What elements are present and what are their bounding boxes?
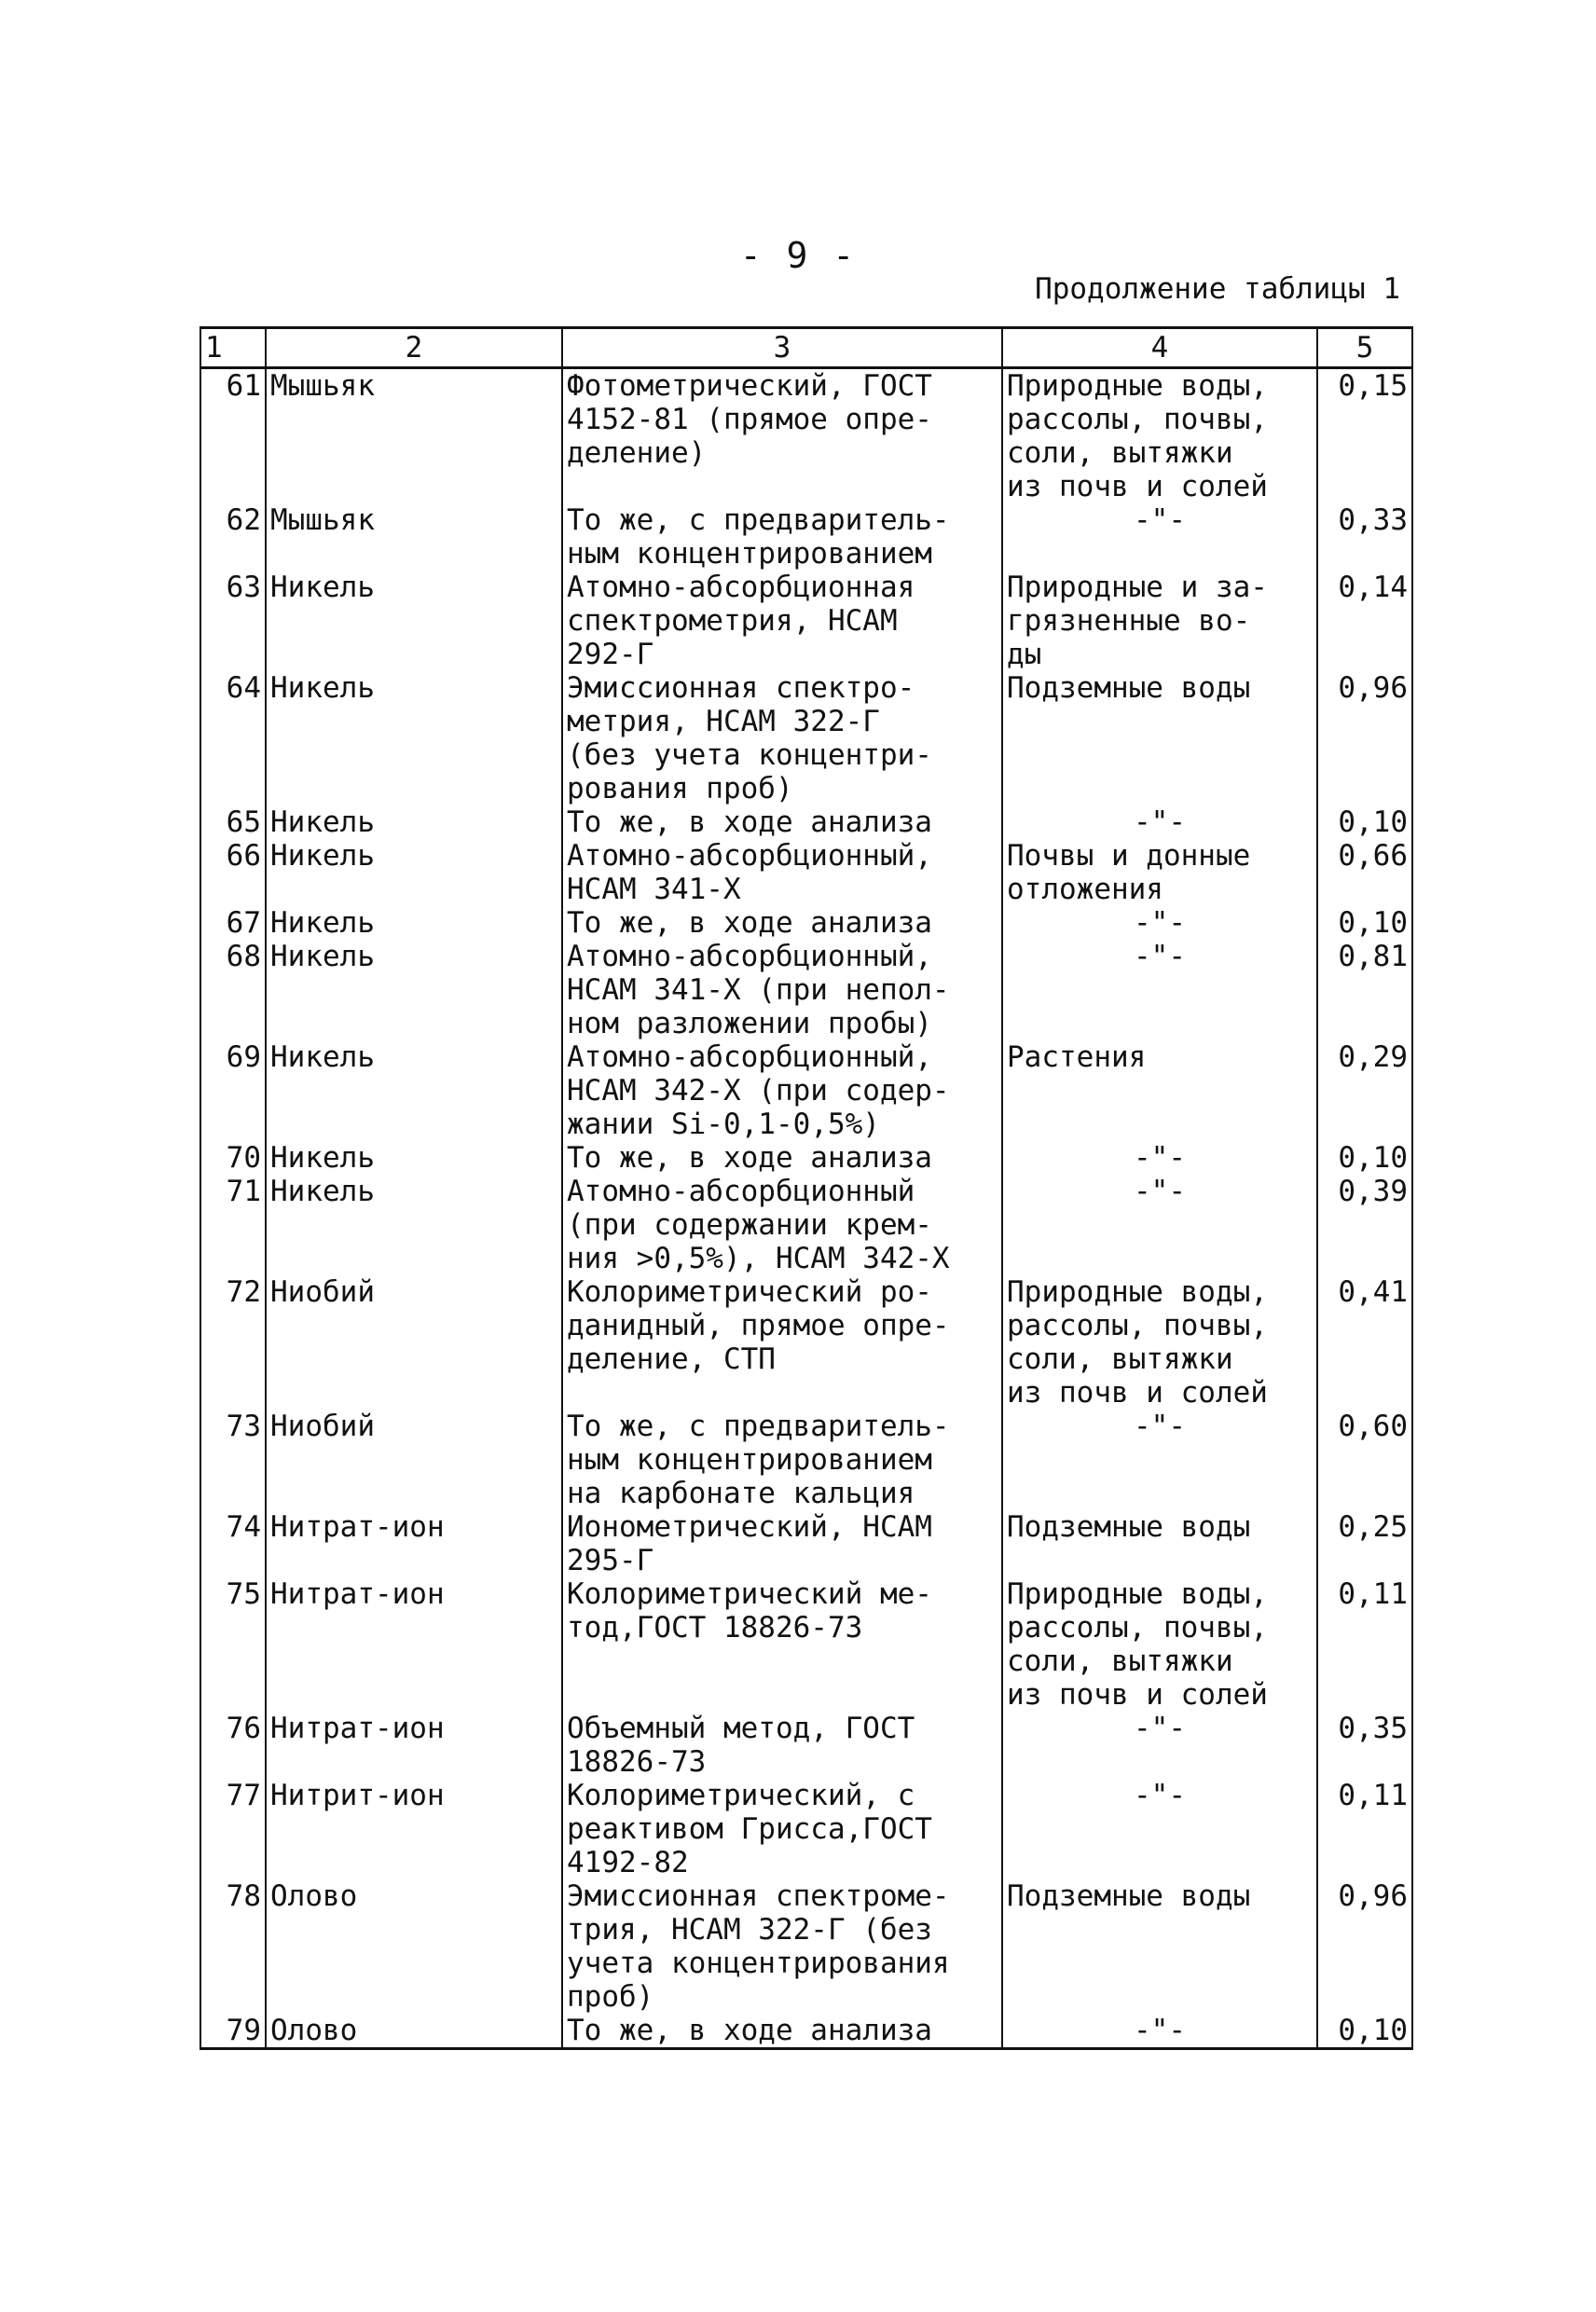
row-number: 68	[200, 940, 266, 1040]
data-table	[200, 326, 1413, 2050]
table-row	[200, 368, 1412, 504]
method-description: Атомно-абсорбционный, НСАМ 342-Х (при содер- жании Si-0,1-0,5%)	[562, 1040, 1002, 1141]
coefficient-value: 0,10	[1317, 805, 1412, 839]
analysis-object: -"-	[1002, 940, 1317, 1040]
coefficient-value: 0,33	[1317, 503, 1412, 571]
row-number: 75	[200, 1577, 266, 1712]
analysis-object: -"-	[1002, 1141, 1317, 1175]
method-description: Атомно-абсорбционный, НСАМ 341-Х (при непол- ном разложении пробы)	[562, 940, 1002, 1040]
element-name: Никель	[266, 1175, 562, 1275]
table-row	[200, 1779, 1412, 1879]
method-description: То же, в ходе анализа	[562, 805, 1002, 839]
analysis-object: Почвы и донные отложения	[1002, 839, 1317, 906]
table-row	[200, 1577, 1412, 1712]
element-name: Никель	[266, 571, 562, 671]
row-number: 70	[200, 1141, 266, 1175]
column-header-5: 5	[1317, 328, 1412, 368]
coefficient-value: 0,11	[1317, 1779, 1412, 1879]
row-number: 61	[200, 368, 266, 504]
table-row	[200, 1040, 1412, 1141]
coefficient-value: 0,39	[1317, 1175, 1412, 1275]
analysis-object: -"-	[1002, 1410, 1317, 1510]
table-row	[200, 1275, 1412, 1410]
analysis-object: -"-	[1002, 2014, 1317, 2049]
coefficient-value: 0,10	[1317, 2014, 1412, 2049]
element-name: Мышьяк	[266, 503, 562, 571]
coefficient-value: 0,35	[1317, 1712, 1412, 1779]
table-row	[200, 1141, 1412, 1175]
method-description: Эмиссионная спектроме- трия, НСАМ 322-Г (без учета концентрирования проб)	[562, 1879, 1002, 2014]
analysis-object: Подземные воды	[1002, 1510, 1317, 1577]
coefficient-value: 0,10	[1317, 1141, 1412, 1175]
analysis-object: Природные воды, рассолы, почвы, соли, вытяжки из почв и солей	[1002, 368, 1317, 504]
method-description: Атомно-абсорбционная спектрометрия, НСАМ 292-Г	[562, 571, 1002, 671]
analysis-object: Природные и за- грязненные во- ды	[1002, 571, 1317, 671]
element-name: Никель	[266, 906, 562, 940]
method-description: То же, с предваритель- ным концентрированием	[562, 503, 1002, 571]
analysis-object: -"-	[1002, 1779, 1317, 1879]
row-number: 79	[200, 2014, 266, 2049]
analysis-object: -"-	[1002, 1712, 1317, 1779]
row-number: 76	[200, 1712, 266, 1779]
table-continuation-caption: Продолжение таблицы 1	[1035, 272, 1400, 306]
method-description: То же, в ходе анализа	[562, 1141, 1002, 1175]
table-header-row	[200, 328, 1412, 368]
analysis-object: Подземные воды	[1002, 671, 1317, 805]
method-description: Колориметрический ме- тод,ГОСТ 18826-73	[562, 1577, 1002, 1712]
analysis-object: -"-	[1002, 1175, 1317, 1275]
method-description: Эмиссионная спектро- метрия, НСАМ 322-Г (без учета концентри- рования проб)	[562, 671, 1002, 805]
row-number: 72	[200, 1275, 266, 1410]
coefficient-value: 0,60	[1317, 1410, 1412, 1510]
element-name: Никель	[266, 1040, 562, 1141]
table-body	[200, 368, 1412, 2049]
element-name: Нитрит-ион	[266, 1779, 562, 1879]
row-number: 71	[200, 1175, 266, 1275]
table-row	[200, 571, 1412, 671]
table-row	[200, 805, 1412, 839]
coefficient-value: 0,81	[1317, 940, 1412, 1040]
element-name: Олово	[266, 1879, 562, 2014]
row-number: 74	[200, 1510, 266, 1577]
table-row	[200, 1510, 1412, 1577]
table-row	[200, 2014, 1412, 2049]
analysis-object: Растения	[1002, 1040, 1317, 1141]
method-description: Атомно-абсорбционный (при содержании крем- ния >0,5%), НСАМ 342-Х	[562, 1175, 1002, 1275]
method-description: Атомно-абсорбционный, НСАМ 341-Х	[562, 839, 1002, 906]
row-number: 65	[200, 805, 266, 839]
table-row	[200, 1879, 1412, 2014]
element-name: Нитрат-ион	[266, 1712, 562, 1779]
element-name: Никель	[266, 940, 562, 1040]
column-header-2: 2	[266, 328, 562, 368]
row-number: 66	[200, 839, 266, 906]
element-name: Никель	[266, 805, 562, 839]
analysis-object: -"-	[1002, 805, 1317, 839]
table-row	[200, 671, 1412, 805]
element-name: Ниобий	[266, 1410, 562, 1510]
coefficient-value: 0,96	[1317, 671, 1412, 805]
analysis-object: -"-	[1002, 503, 1317, 571]
column-header-1: 1	[200, 328, 266, 368]
element-name: Никель	[266, 839, 562, 906]
coefficient-value: 0,14	[1317, 571, 1412, 671]
analysis-object: -"-	[1002, 906, 1317, 940]
table-row	[200, 839, 1412, 906]
element-name: Никель	[266, 671, 562, 805]
element-name: Мышьяк	[266, 368, 562, 504]
row-number: 64	[200, 671, 266, 805]
analysis-object: Природные воды, рассолы, почвы, соли, вытяжки из почв и солей	[1002, 1275, 1317, 1410]
method-description: То же, в ходе анализа	[562, 2014, 1002, 2049]
row-number: 62	[200, 503, 266, 571]
method-description: Колориметрический ро- данидный, прямое опре- деление, СТП	[562, 1275, 1002, 1410]
coefficient-value: 0,15	[1317, 368, 1412, 504]
element-name: Ниобий	[266, 1275, 562, 1410]
analysis-object: Природные воды, рассолы, почвы, соли, вытяжки из почв и солей	[1002, 1577, 1317, 1712]
row-number: 63	[200, 571, 266, 671]
table-row	[200, 906, 1412, 940]
column-header-3: 3	[562, 328, 1002, 368]
table-row	[200, 503, 1412, 571]
method-description: То же, в ходе анализа	[562, 906, 1002, 940]
method-description: Фотометрический, ГОСТ 4152-81 (прямое опре- деление)	[562, 368, 1002, 504]
table-row	[200, 1712, 1412, 1779]
coefficient-value: 0,10	[1317, 906, 1412, 940]
method-description: Объемный метод, ГОСТ 18826-73	[562, 1712, 1002, 1779]
element-name: Нитрат-ион	[266, 1510, 562, 1577]
coefficient-value: 0,11	[1317, 1577, 1412, 1712]
row-number: 69	[200, 1040, 266, 1141]
method-description: Колориметрический, с реактивом Грисса,ГОСТ 4192-82	[562, 1779, 1002, 1879]
element-name: Никель	[266, 1141, 562, 1175]
table-row	[200, 1175, 1412, 1275]
method-description: То же, с предваритель- ным концентрированием на карбонате кальция	[562, 1410, 1002, 1510]
coefficient-value: 0,29	[1317, 1040, 1412, 1141]
coefficient-value: 0,96	[1317, 1879, 1412, 2014]
element-name: Нитрат-ион	[266, 1577, 562, 1712]
coefficient-value: 0,41	[1317, 1275, 1412, 1410]
coefficient-value: 0,25	[1317, 1510, 1412, 1577]
row-number: 78	[200, 1879, 266, 2014]
analysis-object: Подземные воды	[1002, 1879, 1317, 2014]
page-number: - 9 -	[739, 235, 857, 276]
row-number: 77	[200, 1779, 266, 1879]
element-name: Олово	[266, 2014, 562, 2049]
coefficient-value: 0,66	[1317, 839, 1412, 906]
method-description: Ионометрический, НСАМ 295-Г	[562, 1510, 1002, 1577]
row-number: 67	[200, 906, 266, 940]
row-number: 73	[200, 1410, 266, 1510]
table-row	[200, 940, 1412, 1040]
column-header-4: 4	[1002, 328, 1317, 368]
table-row	[200, 1410, 1412, 1510]
